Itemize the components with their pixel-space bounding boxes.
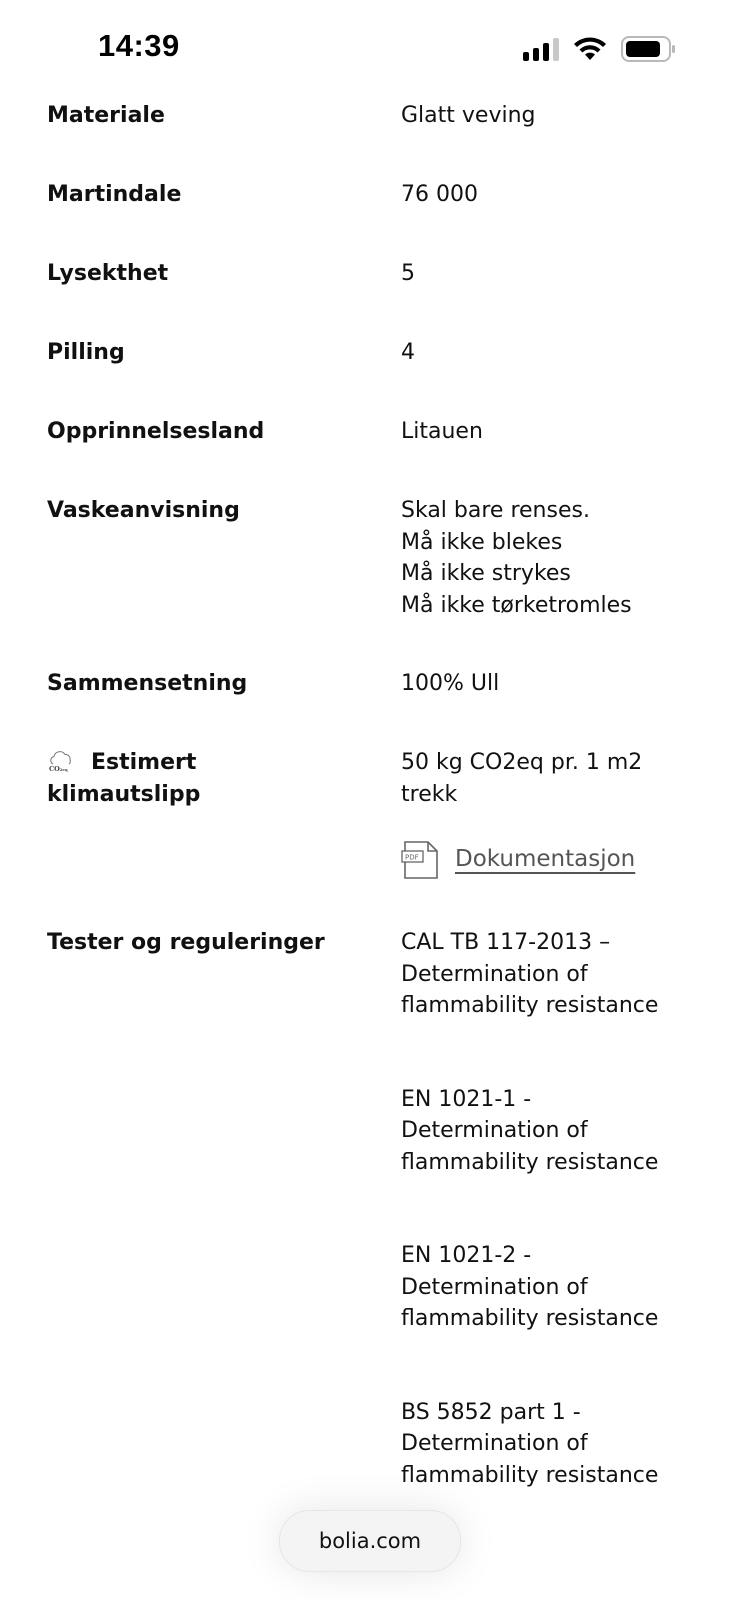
spec-value	[401, 258, 697, 290]
status-icons	[523, 36, 677, 62]
spec-row-materiale	[47, 100, 697, 132]
test-item-line: EN 1021-2 -	[401, 1243, 532, 1268]
spec-label: Pilling	[47, 340, 125, 365]
spec-label: Opprinnelsesland	[47, 419, 265, 444]
test-item	[401, 927, 697, 1022]
spec-row-lysekthet	[47, 258, 697, 290]
spec-row-climate	[47, 747, 697, 880]
spec-value	[401, 100, 697, 132]
test-item-line: Determination of	[401, 961, 588, 987]
svg-text:2eq: 2eq	[59, 767, 68, 772]
test-item-line: flammability resistance	[401, 1149, 659, 1175]
climate-value-line1: 50 kg CO2eq pr. 1 m2	[401, 750, 643, 775]
spec-label: Materiale	[47, 103, 165, 128]
spec-value	[401, 416, 697, 448]
test-item-line: Determination of	[401, 1274, 588, 1300]
spec-value	[401, 668, 697, 700]
spec-row-sammensetning	[47, 668, 697, 700]
spec-label: Vaskeanvisning	[47, 498, 240, 523]
test-item-line: BS 5852 part 1 -	[401, 1399, 581, 1425]
product-specifications	[47, 100, 697, 1538]
spec-value-line: Må ikke blekes	[401, 529, 563, 555]
spec-value-line: Må ikke strykes	[401, 561, 571, 586]
spec-row-vaskeanvisning	[47, 495, 697, 621]
test-item-line: flammability resistance	[401, 993, 659, 1018]
test-item-line: flammability resistance	[401, 1306, 659, 1331]
svg-text:CO: CO	[49, 765, 60, 772]
svg-text:PDF: PDF	[405, 853, 419, 862]
browser-url-text: bolia.com	[318, 1529, 422, 1553]
spec-row-martindale	[47, 179, 697, 211]
status-bar	[0, 0, 739, 96]
spec-label: Lysekthet	[47, 261, 169, 286]
test-item-line: Determination of	[401, 1431, 588, 1456]
co2-cloud-icon	[47, 750, 75, 772]
spec-row-tests	[47, 927, 697, 1491]
spec-value	[401, 747, 697, 880]
spec-label: Tester og reguleringer	[47, 930, 325, 955]
spec-value-line: Skal bare renses.	[401, 498, 590, 523]
test-item-line: flammability resistance	[401, 1462, 659, 1488]
battery-icon	[621, 36, 677, 62]
spec-value-line: 4	[401, 340, 415, 365]
spec-value	[401, 927, 697, 1491]
spec-value-line: 5	[401, 261, 415, 286]
climate-value-line2: trekk	[401, 781, 458, 807]
spec-value-line: 76 000	[401, 182, 478, 207]
documentation-link-text[interactable]: Dokumentasjon	[455, 846, 636, 873]
browser-url-bar[interactable]	[279, 1510, 461, 1572]
cellular-signal-icon	[523, 37, 559, 61]
spec-value-line: 100% Ull	[401, 671, 500, 696]
climate-label-line2: klimautslipp	[47, 782, 201, 807]
test-item	[401, 1084, 697, 1179]
spec-row-opprinnelsesland	[47, 416, 697, 448]
spec-value	[401, 495, 697, 621]
spec-row-pilling	[47, 337, 697, 369]
test-item	[401, 1397, 697, 1492]
pdf-file-icon	[401, 840, 441, 880]
wifi-icon	[573, 36, 607, 62]
spec-label: Martindale	[47, 182, 182, 207]
spec-label: Sammensetning	[47, 671, 248, 696]
spec-value	[401, 337, 697, 369]
spec-label	[47, 747, 401, 811]
status-time: 14:39	[98, 28, 180, 63]
test-item-line: Determination of	[401, 1118, 588, 1143]
test-item-line: CAL TB 117-2013 –	[401, 930, 611, 955]
documentation-link[interactable]	[401, 840, 697, 880]
spec-value-line: Må ikke tørketromles	[401, 592, 632, 618]
spec-value-line: Glatt veving	[401, 103, 536, 128]
test-item-line: EN 1021-1 -	[401, 1086, 532, 1112]
spec-value	[401, 179, 697, 211]
test-item	[401, 1240, 697, 1335]
climate-label-line1: Estimert	[91, 750, 197, 775]
spec-value-line: Litauen	[401, 419, 483, 444]
